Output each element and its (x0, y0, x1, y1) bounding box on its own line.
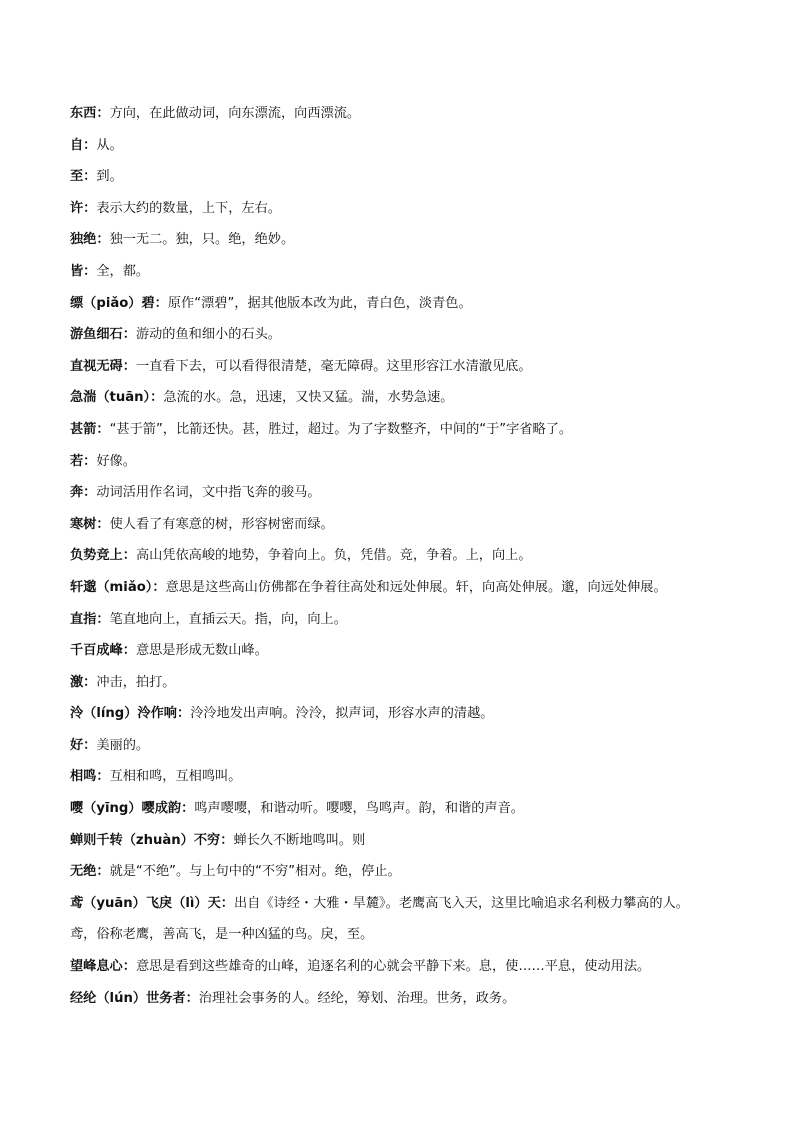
entry-term: 缥（piǎo）碧： (70, 295, 168, 311)
entry-term: 游鱼细石： (70, 327, 136, 343)
entry-term: 奔： (70, 485, 97, 501)
annotation-entry (70, 351, 760, 383)
entry-term: 好： (70, 737, 97, 753)
annotation-entry-continuation (70, 919, 760, 951)
entry-term: 相鸣： (70, 769, 110, 785)
entry-term: 独绝： (70, 232, 110, 248)
annotation-entry (70, 825, 760, 857)
entry-term: 泠（líng）泠作响： (70, 706, 191, 722)
entry-definition: 原作“漂碧”，据其他版本改为此，青白色，淡青色。 (167, 295, 472, 311)
entry-definition: 好像。 (96, 453, 136, 469)
entry-term: 直指： (70, 611, 110, 627)
entry-definition: 游动的鱼和细小的石头。 (135, 327, 281, 343)
entry-term: 至： (70, 169, 97, 185)
entry-definition: 到。 (96, 169, 123, 185)
entry-definition: 意思是看到这些雄奇的山峰，追逐名利的心就会平静下来。息，使……平息，使动用法。 (135, 959, 651, 975)
entry-definition: 冲击，拍打。 (96, 674, 176, 690)
entry-definition: 出自《诗经・大雅・旱麓》。老鹰高飞入天，这里比喻追求名利极力攀高的人。 (234, 895, 689, 911)
annotation-entry (70, 319, 760, 351)
annotation-entry (70, 446, 760, 478)
entry-definition: 从。 (96, 137, 123, 153)
entry-definition: 美丽的。 (96, 737, 150, 753)
entry-definition: 意思是形成无数山峰。 (135, 643, 268, 659)
entry-term: 激： (70, 674, 97, 690)
entry-term: 自： (70, 137, 97, 153)
annotation-entry (70, 288, 760, 320)
annotation-entry (70, 98, 760, 130)
annotation-entry (70, 761, 760, 793)
entry-definition: 动词活用作名词，文中指飞奔的骏马。 (96, 485, 321, 501)
entry-term: 千百成峰： (70, 643, 136, 659)
annotation-entry (70, 635, 760, 667)
annotation-entry (70, 193, 760, 225)
annotation-entry (70, 951, 760, 983)
entry-definition: 笔直地向上，直插云天。指，向，向上。 (109, 611, 347, 627)
annotation-entry (70, 730, 760, 762)
annotation-entry (70, 888, 760, 920)
entry-term: 负势竞上： (70, 548, 136, 564)
entry-term: 急湍（tuān）： (70, 390, 164, 406)
entry-term: 直视无碍： (70, 358, 136, 374)
entry-definition: 一直看下去，可以看得很清楚，毫无障碍。这里形容江水清澈见底。 (135, 358, 532, 374)
entry-definition: 泠泠地发出声响。泠泠，拟声词，形容水声的清越。 (190, 706, 494, 722)
entry-definition: 就是“不绝”。与上句中的“不穷”相对。绝，停止。 (109, 864, 401, 880)
annotation-entry (70, 698, 760, 730)
annotation-list (70, 98, 760, 1014)
entry-definition: 高山凭依高峻的地势，争着向上。负，凭借。竞，争着。上，向上。 (135, 548, 532, 564)
annotation-entry (70, 540, 760, 572)
entry-definition: 蝉长久不断地鸣叫。则 (233, 832, 366, 848)
annotation-entry (70, 130, 760, 162)
entry-term: 皆： (70, 263, 97, 279)
annotation-entry (70, 509, 760, 541)
entry-term: 无绝： (70, 864, 110, 880)
entry-term: 寒树： (70, 516, 110, 532)
entry-definition: 意思是这些高山仿佛都在争着往高处和远处伸展。轩，向高处伸展。邈，向远处伸展。 (165, 579, 667, 595)
entry-term: 望峰息心： (70, 959, 136, 975)
entry-term: 若： (70, 453, 97, 469)
annotation-entry (70, 477, 760, 509)
annotation-entry (70, 382, 760, 414)
annotation-entry (70, 983, 760, 1015)
entry-definition: 急流的水。急，迅速，又快又猛。湍，水势急速。 (163, 390, 454, 406)
entry-definition: 表示大约的数量，上下，左右。 (96, 200, 281, 216)
entry-definition: 方向，在此做动词，向东漂流，向西漂流。 (109, 106, 361, 121)
entry-term: 东西： (70, 106, 110, 121)
entry-term: 甚箭： (70, 421, 110, 437)
entry-term: 鸢（yuān）飞戾（lì）天： (70, 895, 234, 911)
entry-definition: 独一无二。独，只。绝，绝妙。 (109, 232, 295, 248)
entry-term: 经纶（lún）世务者： (70, 990, 199, 1006)
entry-term: 轩邈（miǎo）： (70, 579, 166, 595)
entry-definition: 互相和鸣，互相鸣叫。 (109, 769, 242, 785)
annotation-entry (70, 793, 760, 825)
entry-definition: 使人看了有寒意的树，形容树密而绿。 (109, 516, 334, 532)
annotation-entry (70, 256, 760, 288)
annotation-entry (70, 667, 760, 699)
annotation-entry (70, 224, 760, 256)
annotation-entry (70, 414, 760, 446)
entry-term: 许： (70, 200, 97, 216)
entry-definition: “甚于箭”，比箭还快。甚，胜过，超过。为了字数整齐，中间的“于”字省略了。 (109, 421, 573, 437)
entry-term: 蝉则千转（zhuàn）不穷： (70, 832, 234, 848)
entry-definition: 鸣声嘤嘤，和谐动听。嘤嘤，鸟鸣声。韵，和谐的声音。 (194, 801, 524, 817)
entry-term: 嘤（yīng）嘤成韵： (70, 801, 195, 817)
annotation-entry (70, 572, 760, 604)
entry-definition: 全，都。 (96, 263, 150, 279)
annotation-entry (70, 856, 760, 888)
entry-definition: 治理社会事务的人。经纶，筹划、治理。世务，政务。 (198, 990, 516, 1006)
annotation-entry (70, 604, 760, 636)
entry-definition: 鸢，俗称老鹰，善高飞，是一种凶猛的鸟。戾，至。 (70, 927, 374, 943)
annotation-entry (70, 161, 760, 193)
